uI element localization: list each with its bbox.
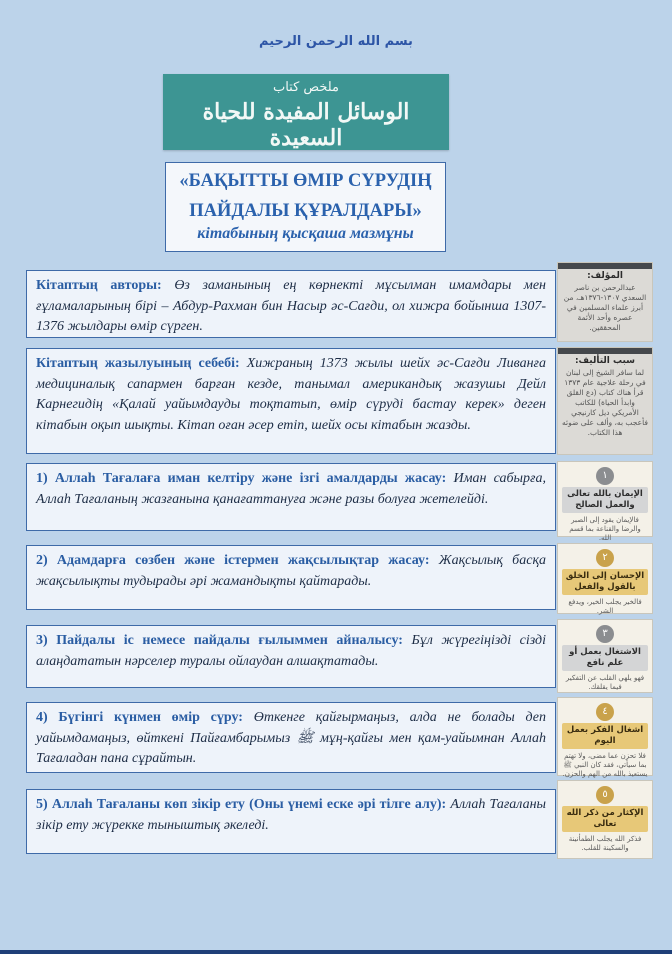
number-badge: ١	[596, 467, 614, 485]
author-label: Кітаптың авторы:	[36, 278, 162, 293]
point-2-label: 2) Адамдарға сөзбен және істермен жақсылықтар жасау:	[36, 553, 430, 568]
thumb-body: فذكر الله يجلب الطمأنينة والسكينة للقلب.	[568, 835, 642, 852]
author-card	[26, 270, 556, 338]
point-2-thumbnail	[557, 543, 653, 614]
point-3-card	[26, 625, 556, 688]
title-line-2: ПАЙДАЛЫ ҚҰРАЛДАРЫ»	[189, 201, 422, 221]
point-2-card	[26, 545, 556, 610]
point-1-label: 1) Аллаһ Тағалаға иман келтіру және ізгі амалдарды жасау:	[36, 471, 447, 486]
point-4-label: 4) Бүгінгі күнмен өмір сүру:	[36, 710, 243, 725]
point-4-text: Өткенге қайғырмаңыз, алда не болады деп уайымдамаңыз, өйткені Пайғамбарымыз ﷺ мұң-қайғы мен қам-уайымнан Аллаһ Тағаладан пана сұрайтын.	[36, 710, 547, 766]
book-subtitle-arabic: ملخص كتاب	[272, 80, 340, 95]
reason-label: Кітаптың жазылуының себебі:	[36, 356, 240, 371]
thumb-body: فلا تحزن عما مضى، ولا تهتم بما سيأتي، فقد كان النبي ﷺ يستعيذ بالله من الهم والحزن.	[562, 752, 648, 778]
number-badge: ٣	[596, 625, 614, 643]
author-thumbnail	[557, 262, 653, 342]
point-5-thumbnail	[557, 780, 653, 859]
reason-card	[26, 348, 556, 454]
basmala: بسم الله الرحمن الرحيم	[259, 34, 413, 49]
reason-thumbnail	[557, 347, 653, 455]
thumb-heading: اشغال الفكر بعمل اليوم	[562, 723, 648, 749]
point-1-card	[26, 463, 556, 531]
number-badge: ٥	[596, 786, 614, 804]
point-3-thumbnail	[557, 619, 653, 693]
reason-text: Хижраның 1373 жылы шейх әс-Сағди Ливанға медициналық сапармен барған кезде, танымал американдық жазушы Дейл Карнегидің «Қалай уайымдауды тоқтатып, өмір сүруді бастау керек» деген кітабын оқып шықты. Кітап оған әсер етіп, шейх осы кітабын жазды.	[36, 356, 546, 433]
number-badge: ٤	[596, 703, 614, 721]
point-5-card	[26, 789, 556, 854]
point-4-thumbnail	[557, 697, 653, 776]
point-5-text: Аллаһ Тағаланы зікір ету жүрекке тыныштық әкеледі.	[36, 797, 546, 833]
point-3-text: Бұл жүрегіңізді сізді алаңдататын нәрселер туралы ойлаудан алшақтатады.	[36, 633, 547, 669]
number-badge: ٢	[596, 549, 614, 567]
title-line-3: кітабының қысқаша мазмұны	[197, 225, 414, 242]
book-cover-banner	[163, 74, 449, 150]
title-box	[165, 162, 446, 252]
point-3-label: 3) Пайдалы іс немесе пайдалы ғылыммен айналысу:	[36, 633, 403, 648]
point-1-text: Иман сабырға, Аллаһ Тағаланың жазғанына қанағаттануға және разы болуға жетелейді.	[36, 471, 546, 507]
point-5-label: 5) Аллаһ Тағаланы көп зікір ету (Оны үнемі еске әрі тілге алу):	[36, 797, 447, 812]
title-line-1: «БАҚЫТТЫ ӨМІР СҮРУДІҢ	[179, 171, 432, 191]
thumb-heading: الاشتغال بعمل أو علم نافع	[562, 645, 648, 671]
thumb-body: فالخير يجلب الخير، ويدفع الشر.	[568, 598, 642, 615]
bottom-border	[0, 950, 672, 954]
thumb-heading: الإحسان إلى الخلق بالقول والفعل	[562, 569, 648, 595]
thumb-body: فهو يلهي القلب عن التفكير فيما يقلقك.	[565, 674, 645, 691]
thumb-heading: الإيمان بالله تعالى والعمل الصالح	[562, 487, 648, 513]
thumb-heading: سبب التأليف:	[574, 356, 636, 366]
point-4-card	[26, 702, 556, 773]
book-title-arabic: الوسائل المفيدة للحياة السعيدة	[202, 99, 410, 151]
thumb-heading: المؤلف:	[587, 271, 623, 281]
thumb-body: عبدالرحمن بن ناصر السعدي ١٣٠٧-١٣٧٦هـ، من أبرز علماء المسلمين في عصره وأحد الأئمة المحققين.	[563, 283, 647, 332]
author-text: Өз заманының ең көрнекті мұсылман имамдары мен ғұламаларының бірі – Абдур-Рахман бин Насыр әс-Сағди, ол хижра бойынша 1307-1376 жылдары өмір сүрген.	[36, 278, 546, 334]
thumb-body: لما سافر الشيخ إلى لبنان في رحلة علاجية عام ١٣٧٣ قرأ هناك كتاب (دع القلق وابدأ الحياة) للكاتب الأمريكي ديل كارنيجي فأعجب به، وألف على ضوئه هذا الكتاب.	[562, 368, 648, 437]
point-1-thumbnail	[557, 461, 653, 542]
point-2-text: Жақсылық басқа жақсылықты тудырады әрі жамандықты қайтарады.	[36, 553, 546, 589]
thumb-heading: الإكثار من ذكر الله تعالى	[562, 806, 648, 832]
thumb-body: فالإيمان يقود إلى الصبر والرضا والقناعة بما قسم الله.	[569, 516, 641, 542]
